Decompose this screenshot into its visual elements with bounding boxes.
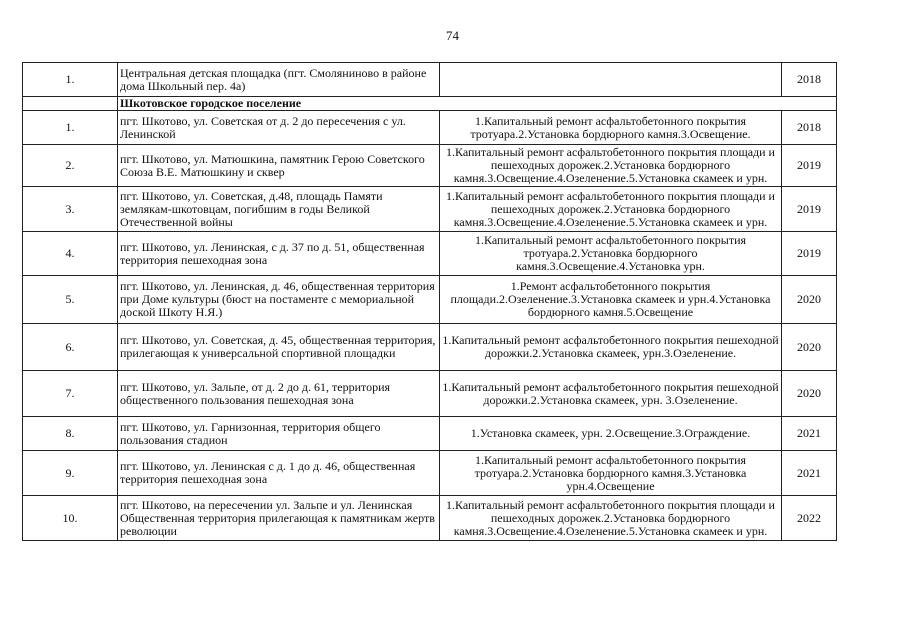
- territory-address: Центральная детская площадка (пгт. Смоляниново в районе дома Школьный пер. 4а): [118, 63, 440, 97]
- planned-works: 1.Капитальный ремонт асфальтобетонного покрытия пешеходной дорожки.2.Установка скамеек, урн. 3.Озеленение.: [440, 371, 782, 417]
- implementation-year: 2018: [782, 63, 837, 97]
- planned-works: 1.Установка скамеек, урн. 2.Освещение.3.Ограждение.: [440, 417, 782, 451]
- territory-address: пгт. Шкотово, ул. Ленинская с д. 1 до д. 46, общественная территория пешеходная зона: [118, 451, 440, 496]
- implementation-year: 2020: [782, 276, 837, 324]
- row-number: 6.: [23, 324, 118, 371]
- table-row: [23, 451, 837, 496]
- table-row: [23, 232, 837, 276]
- implementation-year: 2020: [782, 324, 837, 371]
- territory-address: пгт. Шкотово, ул. Матюшкина, памятник Герою Советского Союза В.Е. Матюшкину и сквер: [118, 145, 440, 187]
- table-row: [23, 111, 837, 145]
- territory-address: пгт. Шкотово, ул. Советская от д. 2 до пересечения с ул. Ленинской: [118, 111, 440, 145]
- territory-address: пгт. Шкотово, на пересечении ул. Зальпе и ул. Ленинская Общественная территория прилегающая к памятникам жертв революции: [118, 496, 440, 541]
- implementation-year: 2021: [782, 417, 837, 451]
- territory-address: пгт. Шкотово, ул. Ленинская, д. 46, общественная территория при Доме культуры (бюст на постаменте с мемориальной доской Шкоту Н.Я.): [118, 276, 440, 324]
- table-row: [23, 276, 837, 324]
- planned-works: 1.Ремонт асфальтобетонного покрытия площади.2.Озеленение.3.Установка скамеек и урн.4.Установка бордюрного камня.5.Освещение: [440, 276, 782, 324]
- implementation-year: 2022: [782, 496, 837, 541]
- section-header-row: [23, 97, 837, 111]
- row-number: 4.: [23, 232, 118, 276]
- territory-address: пгт. Шкотово, ул. Зальпе, от д. 2 до д. 61, территория общественного пользования пешеходная зона: [118, 371, 440, 417]
- table-row: [23, 496, 837, 541]
- planned-works: 1.Капитальный ремонт асфальтобетонного покрытия тротуара.2.Установка бордюрного камня.3.Освещение.: [440, 111, 782, 145]
- table-row: [23, 145, 837, 187]
- section-number-cell: [23, 97, 118, 111]
- table-row: [23, 417, 837, 451]
- page-number: 74: [446, 28, 459, 43]
- row-number: 2.: [23, 145, 118, 187]
- implementation-year: 2019: [782, 145, 837, 187]
- improvement-plan-table: [22, 62, 837, 541]
- planned-works: 1.Капитальный ремонт асфальтобетонного покрытия площади и пешеходных дорожек.2.Установка бордюрного камня.3.Освещение.4.Озеленение.5.Установка скамеек и урн.: [440, 145, 782, 187]
- planned-works: 1.Капитальный ремонт асфальтобетонного покрытия тротуара.2.Установка бордюрного камня.3.Установка урн.4.Освещение: [440, 451, 782, 496]
- row-number: 8.: [23, 417, 118, 451]
- territory-address: пгт. Шкотово, ул. Советская, д. 45, общественная территория, прилегающая к универсальной спортивной площадки: [118, 324, 440, 371]
- planned-works: 1.Капитальный ремонт асфальтобетонного покрытия площади и пешеходных дорожек.2.Установка бордюрного камня.3.Освещение.4.Озеленение.5.Установка скамеек и урн.: [440, 187, 782, 232]
- implementation-year: 2019: [782, 232, 837, 276]
- table-row: [23, 63, 837, 97]
- row-number: 1.: [23, 111, 118, 145]
- planned-works: 1.Капитальный ремонт асфальтобетонного покрытия площади и пешеходных дорожек.2.Установка бордюрного камня.3.Освещение.4.Озеленение.5.Установка скамеек и урн.: [440, 496, 782, 541]
- territory-address: пгт. Шкотово, ул. Советская, д.48, площадь Памяти землякам-шкотовцам, погибшим в годы Великой Отечественной войны: [118, 187, 440, 232]
- section-title: Шкотовское городское поселение: [118, 97, 837, 111]
- row-number: 10.: [23, 496, 118, 541]
- planned-works: 1.Капитальный ремонт асфальтобетонного покрытия тротуара.2.Установка бордюрного камня.3.Освещение.4.Установка урн.: [440, 232, 782, 276]
- row-number: 9.: [23, 451, 118, 496]
- implementation-year: 2019: [782, 187, 837, 232]
- planned-works: 1.Капитальный ремонт асфальтобетонного покрытия пешеходной дорожки.2.Установка скамеек, урн.3.Озеленение.: [440, 324, 782, 371]
- row-number: 3.: [23, 187, 118, 232]
- row-number: 5.: [23, 276, 118, 324]
- territory-address: пгт. Шкотово, ул. Ленинская, с д. 37 по д. 51, общественная территория пешеходная зона: [118, 232, 440, 276]
- implementation-year: 2021: [782, 451, 837, 496]
- territory-address: пгт. Шкотово, ул. Гарнизонная, территория общего пользования стадион: [118, 417, 440, 451]
- implementation-year: 2020: [782, 371, 837, 417]
- implementation-year: 2018: [782, 111, 837, 145]
- table-row: [23, 371, 837, 417]
- planned-works: [440, 63, 782, 97]
- table-row: [23, 324, 837, 371]
- row-number: 1.: [23, 63, 118, 97]
- table-row: [23, 187, 837, 232]
- row-number: 7.: [23, 371, 118, 417]
